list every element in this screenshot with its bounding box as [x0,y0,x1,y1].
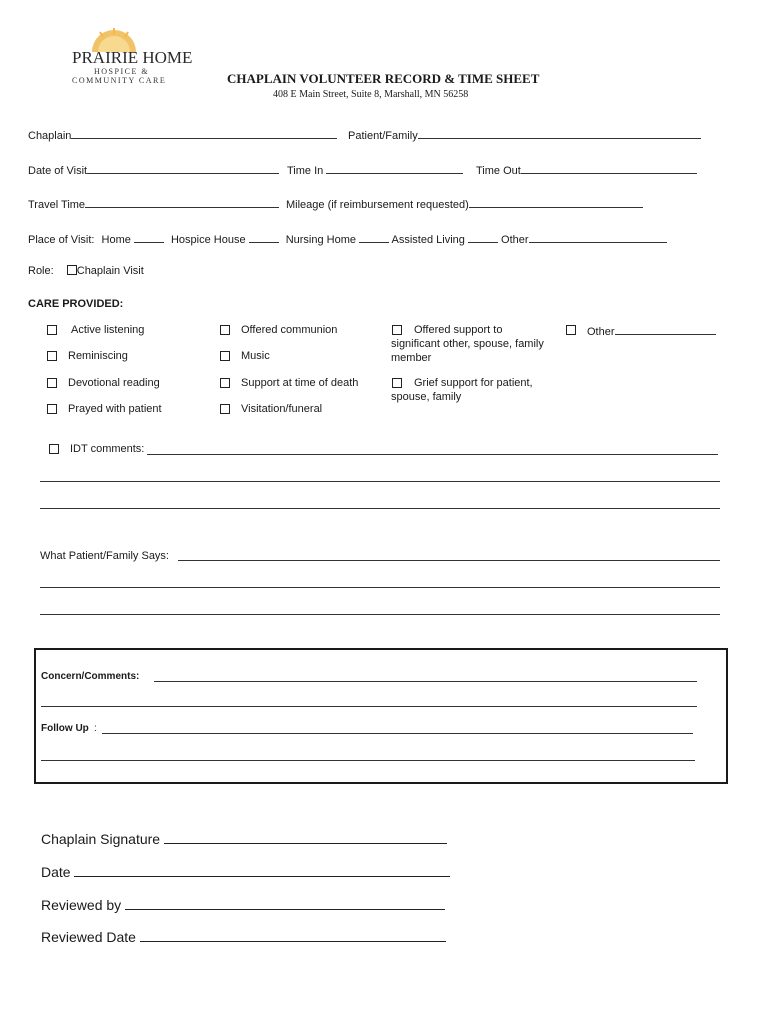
reviewed-by-label: Reviewed by [41,897,122,913]
offered-communion-label: Offered communion [241,324,338,336]
follow-up-label: Follow Up [41,723,89,734]
music-label: Music [241,350,270,362]
time-out-row [476,163,697,177]
what-patient-says-line-1[interactable] [178,560,720,561]
visitation-funeral-label: Visitation/funeral [241,403,323,415]
place-other-field[interactable] [529,232,667,243]
mileage-row [286,197,643,211]
follow-up-colon: : [94,723,97,734]
time-out-field[interactable] [521,163,697,174]
prayed-with-patient-label: Prayed with patient [68,403,162,415]
reviewed-date-field[interactable] [140,928,446,942]
place-hospice-house-label: Hospice House [170,234,246,246]
place-hospice-house-field[interactable] [249,232,279,243]
offered-communion-checkbox[interactable] [220,325,230,335]
role-row [28,265,144,277]
place-nursing-home-label: Nursing Home [285,234,357,246]
place-of-visit-row [28,232,667,246]
offered-support-label-3: member [391,352,432,364]
idt-comments-line-3[interactable] [40,508,720,509]
offered-support-checkbox[interactable] [392,325,402,335]
time-in-field[interactable] [326,163,463,174]
date-of-visit-field[interactable] [87,163,279,174]
patient-row [348,128,701,142]
active-listening-label: Active listening [71,324,145,336]
care-provided-heading: CARE PROVIDED: [28,298,124,310]
time-in-label: Time In [287,165,324,177]
chaplain-row [28,128,337,142]
place-assisted-living-field[interactable] [468,232,498,243]
travel-time-label: Travel Time [28,199,86,211]
prayed-with-patient-checkbox[interactable] [47,404,57,414]
reviewed-by-field[interactable] [125,896,445,910]
support-time-of-death-checkbox[interactable] [220,378,230,388]
place-assisted-living-label: Assisted Living [391,234,465,246]
place-nursing-home-field[interactable] [359,232,389,243]
travel-time-field[interactable] [85,197,279,208]
date-of-visit-label: Date of Visit [28,165,88,177]
logo-subtitle-1: HOSPICE & [94,67,150,76]
concern-comments-line-1[interactable] [154,681,697,682]
concern-comments-line-2[interactable] [41,706,697,707]
what-patient-says-label: What Patient/Family Says: [40,550,169,562]
patient-family-label: Patient/Family [348,130,418,142]
support-time-of-death-label: Support at time of death [241,377,359,389]
signature-date-label: Date [41,864,71,880]
address: 408 E Main Street, Suite 8, Marshall, MN 56258 [273,89,469,100]
offered-support-label-1: Offered support to [414,324,503,336]
signature-date-row [41,863,450,880]
concern-box [34,648,728,784]
mileage-field[interactable] [469,197,643,208]
place-of-visit-label: Place of Visit: [28,234,95,246]
what-patient-says-line-2[interactable] [40,587,720,588]
other-care-field[interactable] [615,324,716,335]
role-label: Role: [28,265,54,277]
idt-comments-label: IDT comments: [70,443,145,455]
time-out-label: Time Out [476,165,521,177]
page-title: CHAPLAIN VOLUNTEER RECORD & TIME SHEET [227,71,540,86]
reminiscing-label: Reminiscing [68,350,128,362]
grief-support-label-2: spouse, family [391,391,462,403]
place-home-label: Home [101,234,131,246]
visitation-funeral-checkbox[interactable] [220,404,230,414]
other-care-row [587,324,716,338]
idt-comments-line-1[interactable] [147,454,718,455]
music-checkbox[interactable] [220,351,230,361]
reviewed-date-label: Reviewed Date [41,929,136,945]
follow-up-line-1[interactable] [102,733,693,734]
idt-comments-line-2[interactable] [40,481,720,482]
devotional-reading-checkbox[interactable] [47,378,57,388]
chaplain-signature-field[interactable] [164,830,447,844]
chaplain-signature-label: Chaplain Signature [41,831,161,847]
offered-support-label-2: significant other, spouse, family [391,338,544,350]
devotional-reading-label: Devotional reading [68,377,160,389]
follow-up-line-2[interactable] [41,760,695,761]
grief-support-label-1: Grief support for patient, [414,377,533,389]
date-row [28,163,279,177]
reminiscing-checkbox[interactable] [47,351,57,361]
logo-subtitle-2: COMMUNITY CARE [72,76,167,85]
mileage-label: Mileage (if reimbursement requested) [286,199,469,211]
logo [70,26,193,90]
patient-family-field[interactable] [418,128,701,139]
reviewed-by-row [41,896,445,913]
chaplain-signature-row [41,830,447,847]
active-listening-checkbox[interactable] [47,325,57,335]
concern-comments-label: Concern/Comments: [41,671,140,682]
logo-name: PRAIRIE HOME [72,48,193,67]
chaplain-field[interactable] [71,128,337,139]
grief-support-checkbox[interactable] [392,378,402,388]
idt-comments-checkbox[interactable] [49,444,59,454]
travel-row [28,197,279,211]
what-patient-says-line-3[interactable] [40,614,720,615]
reviewed-date-row [41,928,446,945]
place-home-field[interactable] [134,232,164,243]
role-chaplain-visit-checkbox[interactable] [67,265,77,275]
place-other-label: Other [501,234,529,246]
time-in-row [287,163,463,177]
chaplain-label: Chaplain [28,130,72,142]
role-chaplain-visit-label: Chaplain Visit [76,265,144,277]
other-care-label: Other [587,326,615,338]
other-care-checkbox[interactable] [566,325,576,335]
signature-date-field[interactable] [74,863,450,877]
